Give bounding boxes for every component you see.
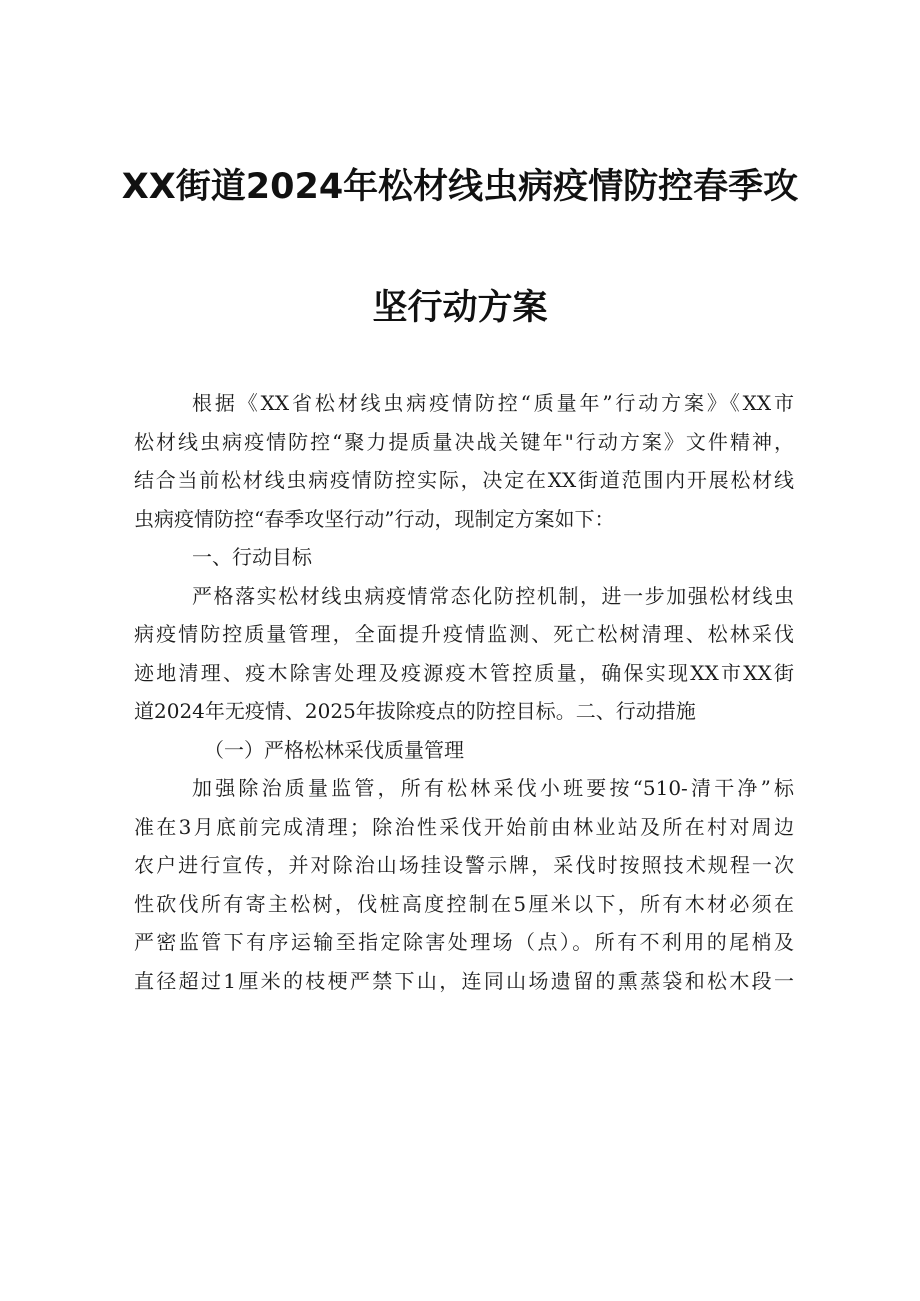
measure-paragraph xyxy=(134,769,794,1000)
document-title-line-2: 坚行动方案 xyxy=(372,288,548,328)
text-line: 直径超过1厘米的枝梗严禁下山，连同山场遗留的熏蒸袋和松木段一 xyxy=(134,968,794,993)
text-line: 一、行动目标 xyxy=(192,545,312,569)
text-line: 农户进行宣传，并对除治山场挂设警示牌，采伐时按照技术规程一次 xyxy=(134,853,794,877)
document-title-line-1: XX街道2024年松材线虫病疫情防控春季攻 xyxy=(121,167,799,207)
text-line: 准在3月底前完成清理；除治性采伐开始前由林业站及所在村对周边 xyxy=(134,814,794,839)
text-line: 结合当前松材线虫病疫情防控实际，决定在XX街道范围内开展松材线 xyxy=(134,468,794,492)
text-line: 加强除治质量监管，所有松林采伐小班要按“510-清干净”标 xyxy=(192,776,794,800)
text-line: 道2024年无疫情、2025年拔除疫点的防控目标。二、行动措施 xyxy=(134,699,696,723)
text-line: 虫病疫情防控“春季攻坚行动”行动，现制定方案如下： xyxy=(134,506,615,531)
text-line: 病疫情防控质量管理，全面提升疫情监测、死亡松树清理、松林采伐 xyxy=(134,622,794,646)
text-line: 迹地清理、疫木除害处理及疫源疫木管控质量，确保实现XX市XX街 xyxy=(134,660,794,685)
text-line: 严格落实松材线虫病疫情常态化防控机制，进一步加强松材线虫 xyxy=(192,583,794,608)
text-line: 严密监管下有序运输至指定除害处理场（点）。所有不利用的尾梢及 xyxy=(134,930,794,954)
text-line: 松材线虫病疫情防控“聚力提质量决战关键年"行动方案》文件精神， xyxy=(134,429,794,454)
document-body xyxy=(134,384,794,1000)
subsection-heading-logging xyxy=(134,731,794,770)
goal-paragraph xyxy=(134,577,794,731)
text-line: （一）严格松林采伐质量管理 xyxy=(204,737,464,762)
intro-paragraph xyxy=(134,384,794,538)
section-heading-goals xyxy=(134,538,794,577)
text-line: 性砍伐所有寄主松树，伐桩高度控制在5厘米以下，所有木材必须在 xyxy=(134,891,794,916)
text-line: 根据《XX省松材线虫病疫情防控“质量年”行动方案》《XX市 xyxy=(192,391,794,415)
